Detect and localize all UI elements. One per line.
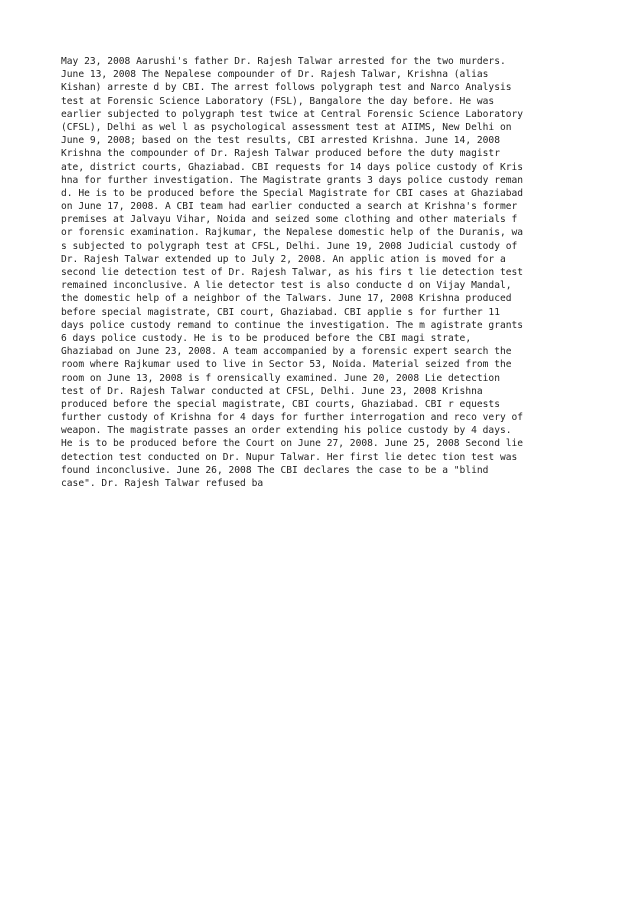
text-line: detection test conducted on Dr. Nupur Talwar. Her first lie detec tion test was xyxy=(61,451,518,463)
text-line: test of Dr. Rajesh Talwar conducted at CFSL, Delhi. June 23, 2008 Krishna xyxy=(61,385,483,397)
text-line: 6 days police custody. He is to be produced before the CBI magi strate, xyxy=(61,332,472,344)
text-line: He is to be produced before the Court on June 27, 2008. June 25, 2008 Second lie xyxy=(61,438,524,450)
text-line: Ghaziabad on June 23, 2008. A team accompanied by a forensic expert search the xyxy=(61,346,512,358)
text-line: room on June 13, 2008 is f orensically examined. June 20, 2008 Lie detection xyxy=(61,372,500,384)
text-line: or forensic examination. Rajkumar, the Nepalese domestic help of the Duranis, wa xyxy=(61,227,524,239)
text-line: before special magistrate, CBI court, Ghaziabad. CBI applie s for further 11 xyxy=(61,306,500,318)
text-line: test at Forensic Science Laboratory (FSL), Bangalore the day before. He was xyxy=(61,95,495,107)
text-line: earlier subjected to polygraph test twice at Central Forensic Science Laboratory xyxy=(61,108,524,120)
text-line: remained inconclusive. A lie detector test is also conducte d on Vijay Mandal, xyxy=(61,280,512,292)
text-line: the domestic help of a neighbor of the Talwars. June 17, 2008 Krishna produced xyxy=(61,293,512,305)
text-line: produced before the special magistrate, CBI courts, Ghaziabad. CBI r equests xyxy=(61,398,500,410)
text-line: Kishan) arreste d by CBI. The arrest follows polygraph test and Narco Analysis xyxy=(61,82,512,94)
text-line: second lie detection test of Dr. Rajesh Talwar, as his firs t lie detection test xyxy=(61,267,524,278)
text-line: d. He is to be produced before the Special Magistrate for CBI cases at Ghaziabad xyxy=(61,187,524,199)
document-body-text xyxy=(61,55,581,490)
text-line: room where Rajkumar used to live in Sector 53, Noida. Material seized from the xyxy=(61,359,512,371)
text-line: days police custody remand to continue the investigation. The m agistrate grants xyxy=(61,319,524,331)
text-line: ate, district courts, Ghaziabad. CBI requests for 14 days police custody of Kris xyxy=(61,161,524,173)
text-line: Krishna the compounder of Dr. Rajesh Talwar produced before the duty magistr xyxy=(61,148,500,160)
text-line: case". Dr. Rajesh Talwar refused ba xyxy=(61,478,264,489)
text-line: May 23, 2008 Aarushi's father Dr. Rajesh Talwar arrested for the two murders. xyxy=(61,56,506,67)
text-line: (CFSL), Delhi as wel l as psychological assessment test at AIIMS, New Delhi on xyxy=(61,121,512,133)
text-line: on June 17, 2008. A CBI team had earlier conducted a search at Krishna's former xyxy=(61,201,518,213)
text-line: premises at Jalvayu Vihar, Noida and seized some clothing and other materials f xyxy=(61,214,518,226)
text-line: hna for further investigation. The Magistrate grants 3 days police custody reman xyxy=(61,174,524,186)
text-line: June 13, 2008 The Nepalese compounder of Dr. Rajesh Talwar, Krishna (alias xyxy=(61,69,489,81)
text-line: s subjected to polygraph test at CFSL, Delhi. June 19, 2008 Judicial custody of xyxy=(61,240,518,252)
text-line: further custody of Krishna for 4 days for further interrogation and reco very of xyxy=(61,412,524,424)
text-line: found inconclusive. June 26, 2008 The CBI declares the case to be a "blind xyxy=(61,464,489,476)
text-line: June 9, 2008; based on the test results, CBI arrested Krishna. June 14, 2008 xyxy=(61,135,500,147)
text-line: Dr. Rajesh Talwar extended up to July 2, 2008. An applic ation is moved for a xyxy=(61,253,506,265)
text-line: weapon. The magistrate passes an order extending his police custody by 4 days. xyxy=(61,425,512,437)
